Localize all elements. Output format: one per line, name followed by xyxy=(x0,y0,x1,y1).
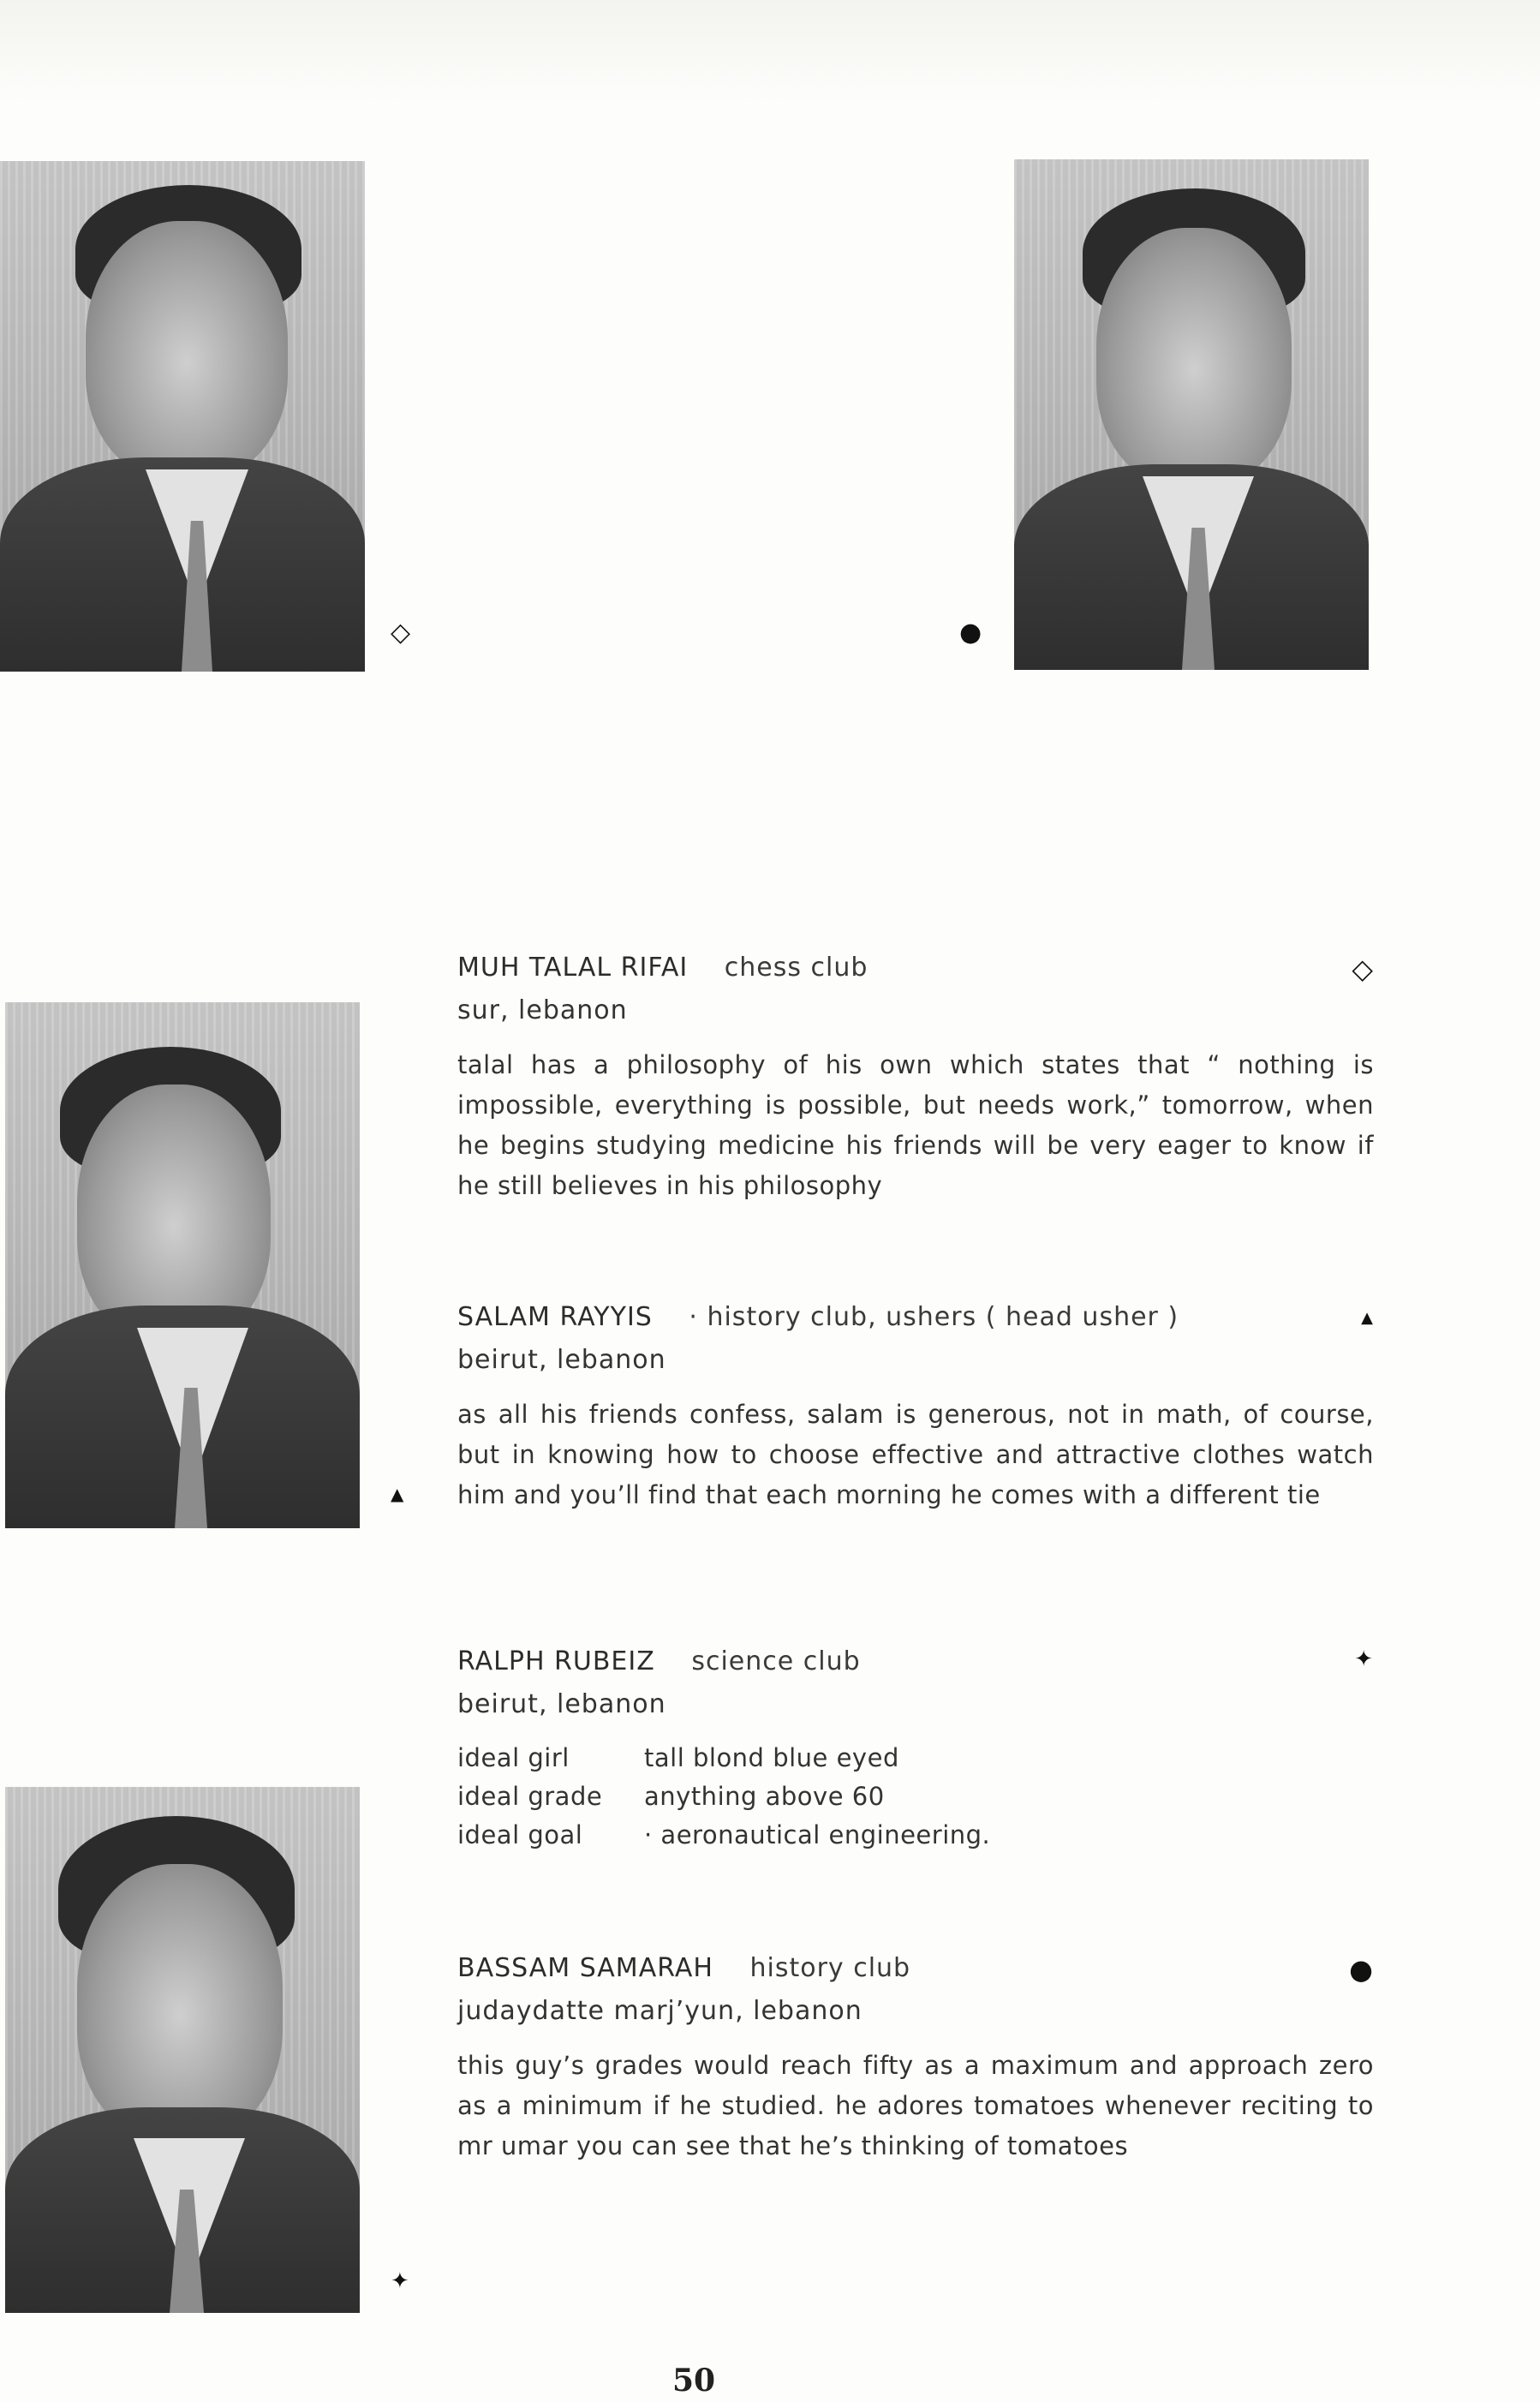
student-activities: science club xyxy=(691,1646,861,1676)
triangle-marker-icon: ▲ xyxy=(1361,1309,1374,1327)
student-activities: chess club xyxy=(724,953,868,983)
student-entry-salam-rayyis xyxy=(457,1302,1374,1515)
diamond-marker-icon: ◇ xyxy=(391,618,411,648)
ideal-label: ideal goal xyxy=(457,1820,583,1849)
student-name: BASSAM SAMARAH xyxy=(457,1953,713,1983)
student-bio: talal has a philosophy of his own which states that “ nothing is impossible, everything is possible, but needs work,” tomorrow, when he begins studying medicine his friends will be very eager to know if he still believes in his philosophy xyxy=(457,1050,1374,1200)
star-marker-icon: ✦ xyxy=(1354,1646,1374,1672)
ideal-value: tall blond blue eyed xyxy=(644,1743,899,1772)
student-activities: history club xyxy=(749,1953,911,1983)
ideals-list xyxy=(457,1739,1374,1855)
page-number: 50 xyxy=(672,2363,716,2399)
student-bio: as all his friends confess, salam is generous, not in math, of course, but in knowing how to choose effective and attractive clothes watch him and you’ll find that each morning he comes with a different tie xyxy=(457,1400,1374,1509)
student-hometown: judaydatte marj’yun, lebanon xyxy=(457,1996,863,2026)
ideal-label: ideal girl xyxy=(457,1743,570,1772)
portrait-photo-top-right xyxy=(1014,159,1369,670)
student-name: RALPH RUBEIZ xyxy=(457,1646,655,1676)
student-name: MUH TALAL RIFAI xyxy=(457,953,689,983)
star-marker-icon: ✦ xyxy=(391,2268,409,2294)
student-bio: this guy’s grades would reach fifty as a maximum and approach zero as a minimum if he studied. he adores tomatoes whenever reciting to mr umar you can see that he’s thinking of tomatoes xyxy=(457,2051,1374,2160)
page-top-shade xyxy=(0,0,1540,103)
student-hometown: beirut, lebanon xyxy=(457,1345,666,1375)
ideal-row xyxy=(457,1778,1374,1816)
student-entry-ralph-rubeiz xyxy=(457,1646,1374,1855)
ideal-label: ideal grade xyxy=(457,1782,603,1811)
student-name: SALAM RAYYIS xyxy=(457,1302,653,1332)
student-hometown: beirut, lebanon xyxy=(457,1689,666,1719)
student-hometown: sur, lebanon xyxy=(457,995,628,1025)
ideal-value: · aeronautical engineering. xyxy=(644,1820,991,1849)
ideal-value: anything above 60 xyxy=(644,1782,885,1811)
portrait-photo-middle-left xyxy=(5,1002,360,1528)
ideal-row xyxy=(457,1739,1374,1778)
student-entry-talal-rifai xyxy=(457,953,1374,1206)
student-activities: · history club, ushers ( head usher ) xyxy=(689,1302,1179,1332)
dot-marker-icon: ● xyxy=(1349,1953,1374,1986)
triangle-marker-icon: ▲ xyxy=(391,1484,404,1504)
student-entry-bassam-samarah xyxy=(457,1953,1374,2166)
diamond-marker-icon: ◇ xyxy=(1352,953,1374,985)
portrait-photo-top-left xyxy=(0,161,365,672)
dot-marker-icon: ● xyxy=(959,618,982,648)
portrait-photo-bottom-left xyxy=(5,1787,360,2313)
ideal-row xyxy=(457,1816,1374,1855)
